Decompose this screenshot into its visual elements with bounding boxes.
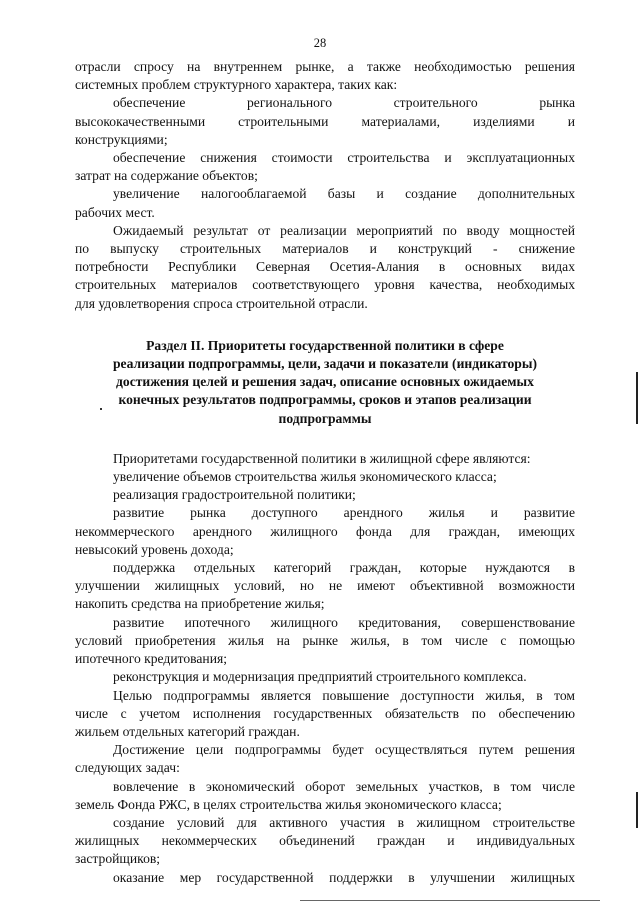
list-item-line: вовлечение в экономический оборот земельных участков, в том числе bbox=[113, 778, 575, 794]
list-item-line: увеличение объемов строительства жилья экономического класса; bbox=[113, 469, 497, 485]
list-item-line: затрат на содержание объектов; bbox=[75, 168, 258, 184]
heading-line: достижения целей и решения задач, описание основных ожидаемых bbox=[116, 374, 534, 390]
page-number: 28 bbox=[313, 36, 327, 50]
list-item-line: высококачественными строительными материалами, изделиями и bbox=[75, 113, 575, 129]
list-item-line: оказание мер государственной поддержки в улучшении жилищных bbox=[113, 869, 575, 885]
section-heading bbox=[75, 337, 575, 428]
list-item-line: невысокий уровень дохода; bbox=[75, 541, 234, 557]
document-body bbox=[75, 58, 575, 887]
list-item-line: обеспечение снижения стоимости строительства и эксплуатационных bbox=[113, 150, 575, 166]
scan-edge-mark bbox=[636, 372, 638, 424]
list-item-line: обеспечение регионального строительного рынка bbox=[113, 95, 575, 111]
list-item-line: реализация градостроительной политики; bbox=[113, 487, 356, 503]
paragraph-line: жильем отдельных категорий граждан. bbox=[75, 723, 300, 739]
list-item-line: условий приобретения жилья на рынке жилья, в том числе с помощью bbox=[75, 632, 575, 648]
paragraph-line: строительных материалов соответствующего уровня качества, необходимых bbox=[75, 277, 575, 293]
list-item-line: накопить средства на приобретение жилья; bbox=[75, 596, 325, 612]
paragraph-line: Целью подпрограммы является повышение доступности жилья, в том bbox=[113, 687, 575, 703]
list-item-line: создание условий для активного участия в жилищном строительстве bbox=[113, 814, 575, 830]
paragraph-line: Приоритетами государственной политики в жилищной сфере являются: bbox=[113, 450, 531, 466]
text-line: отрасли спросу на внутреннем рынке, а также необходимостью решения bbox=[75, 59, 575, 74]
scan-edge-mark bbox=[636, 792, 638, 828]
list-item-line: развитие рынка доступного арендного жилья и развитие bbox=[113, 505, 575, 521]
heading-line: конечных результатов подпрограммы, сроков и этапов реализации bbox=[118, 392, 532, 408]
heading-line: Раздел II. Приоритеты государственной политики в сфере bbox=[146, 337, 504, 353]
paragraph-line: для удовлетворения спроса строительной отрасли. bbox=[75, 295, 368, 311]
list-item-line: реконструкция и модернизация предприятий строительного комплекса. bbox=[113, 669, 527, 685]
scan-bottom-line bbox=[300, 900, 600, 901]
scan-speck bbox=[100, 408, 102, 410]
heading-line: подпрограммы bbox=[278, 410, 372, 426]
paragraph-line: числе с учетом исполнения государственных обязательств по обеспечению bbox=[75, 705, 575, 721]
list-item-line: ипотечного кредитования; bbox=[75, 651, 227, 667]
list-item-line: поддержка отдельных категорий граждан, которые нуждаются в bbox=[113, 560, 575, 576]
list-item-line: земель Фонда РЖС, в целях строительства жилья экономического класса; bbox=[75, 796, 502, 812]
heading-line: реализации подпрограммы, цели, задачи и показатели (индикаторы) bbox=[112, 356, 538, 372]
list-item-line: застройщиков; bbox=[75, 851, 161, 867]
paragraph-line: Ожидаемый результат от реализации мероприятий по вводу мощностей bbox=[113, 222, 575, 238]
list-item-line: улучшении жилищных условий, но не имеют объективной возможности bbox=[75, 578, 575, 594]
paragraph-line: потребности Республики Северная Осетия-Алания в основных видах bbox=[75, 259, 575, 275]
list-item-line: конструкциями; bbox=[75, 131, 168, 147]
list-item-line: рабочих мест. bbox=[75, 204, 155, 220]
list-item-line: развитие ипотечного жилищного кредитования, совершенствование bbox=[113, 614, 575, 630]
list-item-line: увеличение налогооблагаемой базы и создание дополнительных bbox=[113, 186, 575, 202]
paragraph-line: Достижение цели подпрограммы будет осуществляться путем решения bbox=[113, 742, 575, 758]
text-line: системных проблем структурного характера, таких как: bbox=[75, 77, 398, 93]
list-item-line: жилищных некоммерческих объединений граждан и индивидуальных bbox=[75, 833, 575, 849]
list-item-line: некоммерческого арендного жилищного фонда для граждан, имеющих bbox=[75, 523, 575, 539]
paragraph-line: следующих задач: bbox=[75, 760, 180, 776]
paragraph-line: по выпуску строительных материалов и конструкций - снижение bbox=[75, 241, 575, 257]
